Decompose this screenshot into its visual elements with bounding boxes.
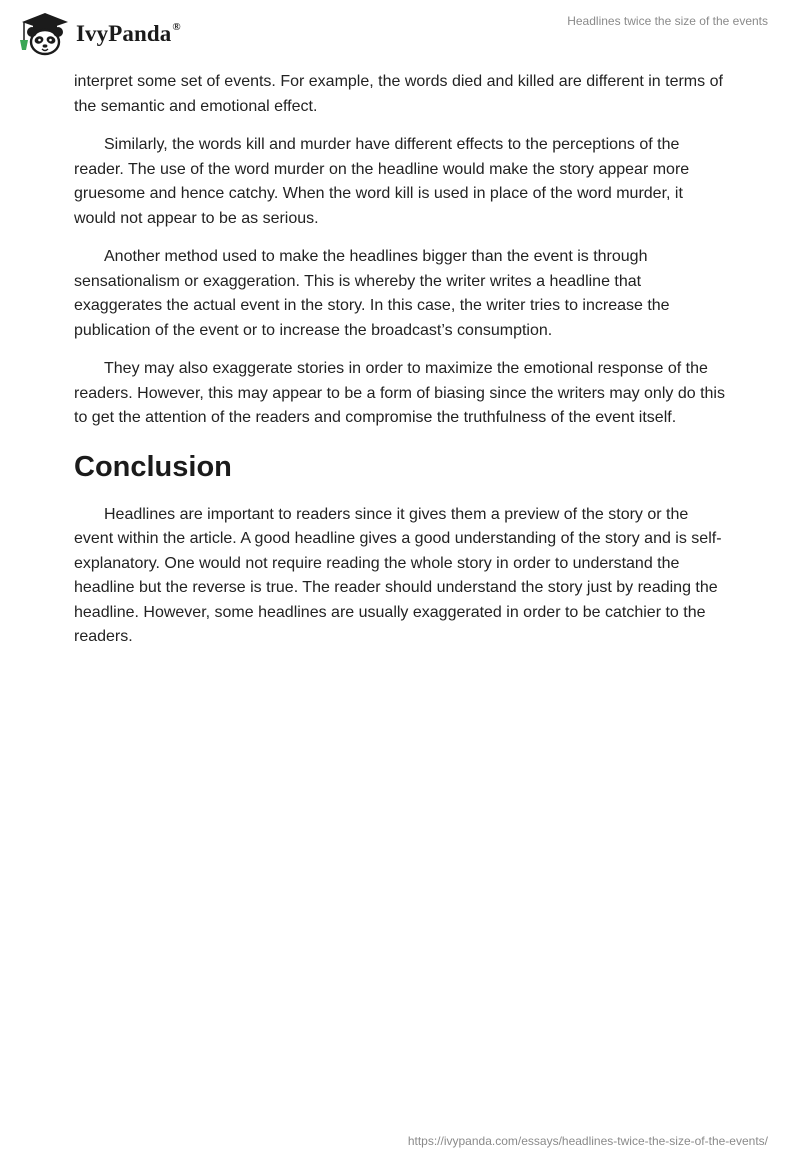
conclusion-paragraph: Headlines are important to readers since it gives them a preview of the story or the event within the article. A good headline gives a good understanding of the story and is self-explanatory. One would not require reading the whole story in order to understand the headline but the reverse is true. The reader should understand the story just by reading the headline. However, some headlines are usually exaggerated in order to be catchier to the readers. — [74, 505, 722, 645]
footer-url[interactable]: https://ivypanda.com/essays/headlines-twice-the-size-of-the-events/ — [407, 1134, 768, 1148]
paragraph: Another method used to make the headlines bigger than the event is through sensationalism or exaggeration. This is whereby the writer writes a headline that exaggerates the actual event in the story. In this case, the writer tries to increase the publication of the event or to increase the broadcast’s consumption. — [74, 248, 670, 339]
conclusion-heading: Conclusion — [74, 450, 232, 483]
panda-graduation-cap-icon — [14, 10, 74, 58]
paragraph: Similarly, the words kill and murder have different effects to the perceptions of the reader. The use of the word murder on the headline would make the story appear more gruesome and hence catchy. When the word kill is used in place of the word murder, it would not appear to be as serious. — [74, 136, 690, 227]
running-title: Headlines twice the size of the events — [567, 14, 768, 28]
ivypanda-logo[interactable] — [14, 9, 181, 59]
paragraph: interpret some set of events. For example, the words died and killed are different in terms of the semantic and emotional effect. — [74, 73, 723, 115]
page-header — [0, 0, 800, 66]
brand-name: IvyPanda® — [76, 21, 181, 46]
article-body — [74, 70, 726, 664]
paragraph: They may also exaggerate stories in order to maximize the emotional response of the readers. However, this may appear to be a form of biasing since the writers may only do this to get the attention of the readers and compromise the truthfulness of the event itself. — [74, 360, 725, 426]
